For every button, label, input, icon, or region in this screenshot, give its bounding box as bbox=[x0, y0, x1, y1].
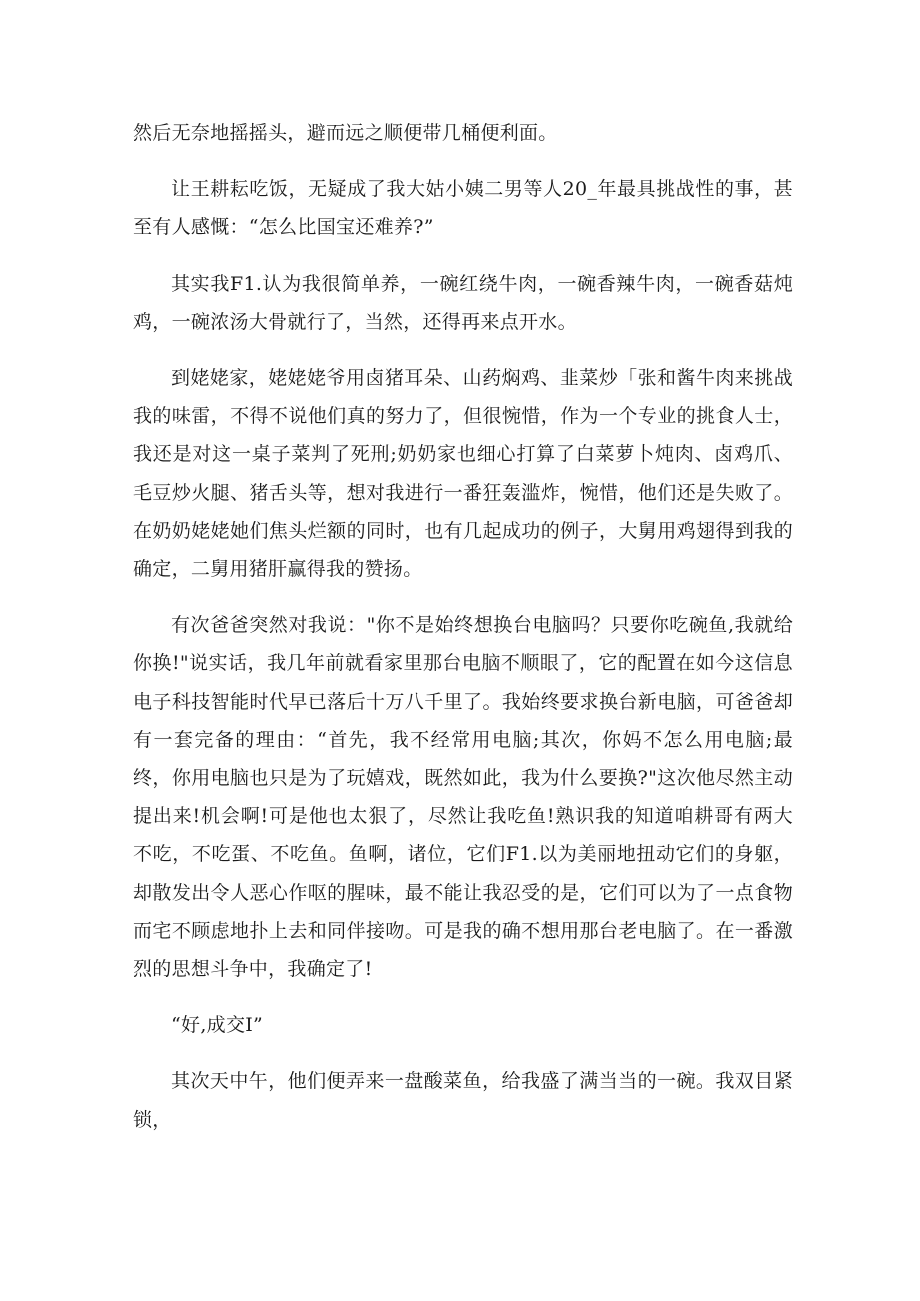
paragraph-3: 其实我F1.认为我很简单养，一碗红绕牛肉，一碗香辣牛肉，一碗香菇炖鸡，一碗浓汤大骨就行了，当然，还得再来点开水。 bbox=[133, 272, 793, 333]
paragraph-2: 让王耕耘吃饭，无疑成了我大姑小姨二男等人20_年最具挑战性的事，甚至有人感慨：“怎么比国宝还难养?” bbox=[133, 178, 793, 239]
document-body bbox=[133, 114, 793, 1157]
paragraph-4: 到姥姥家，姥姥姥爷用卤猪耳朵、山药焖鸡、韭菜炒「张和酱牛肉来挑战我的味雷，不得不说他们真的努力了，但很惋惜，作为一个专业的挑食人士，我还是对这一桌子菜判了死刑;奶奶家也细心打算了白菜萝卜炖肉、卤鸡爪、毛豆炒火腿、猪舌头等，想对我进行一番狂轰滥炸，惋惜，他们还是失败了。在奶奶姥姥她们焦头烂额的同时，也有几起成功的例子，大舅用鸡翅得到我的确定，二舅用猪肝赢得我的赞扬。 bbox=[133, 367, 793, 581]
paragraph-7: 其次天中午，他们便弄来一盘酸菜鱼，给我盛了满当当的一碗。我双目紧锁， bbox=[133, 1070, 793, 1131]
paragraph-6: “好,成交I” bbox=[171, 1014, 264, 1037]
paragraph-1: 然后无奈地摇摇头，避而远之顺便带几桶便利面。 bbox=[133, 122, 558, 144]
paragraph-5: 有次爸爸突然对我说："你不是始终想换台电脑吗？只要你吃碗鱼,我就给你换!"说实话，我几年前就看家里那台电脑不顺眼了，它的配置在如今这信息电子科技智能时代早已落后十万八千里了。我始终要求换台新电脑，可爸爸却有一套完备的理由：“首先，我不经常用电脑;其次，你妈不怎么用电脑;最终，你用电脑也只是为了玩嬉戏，既然如此，我为什么要换?"这次他尽然主动提出来!机会啊!可是他也太狠了，尽然让我吃鱼!熟识我的知道咱耕哥有两大不吃，不吃蛋、不吃鱼。鱼啊，诸位，它们F1.以为美丽地扭动它们的身躯，却散发出令人恶心作呕的腥味，最不能让我忍受的是，它们可以为了一点食物而宅不顾虑地扑上去和同伴接吻。可是我的确不想用那台老电脑了。在一番激烈的思想斗争中，我确定了! bbox=[133, 614, 793, 981]
